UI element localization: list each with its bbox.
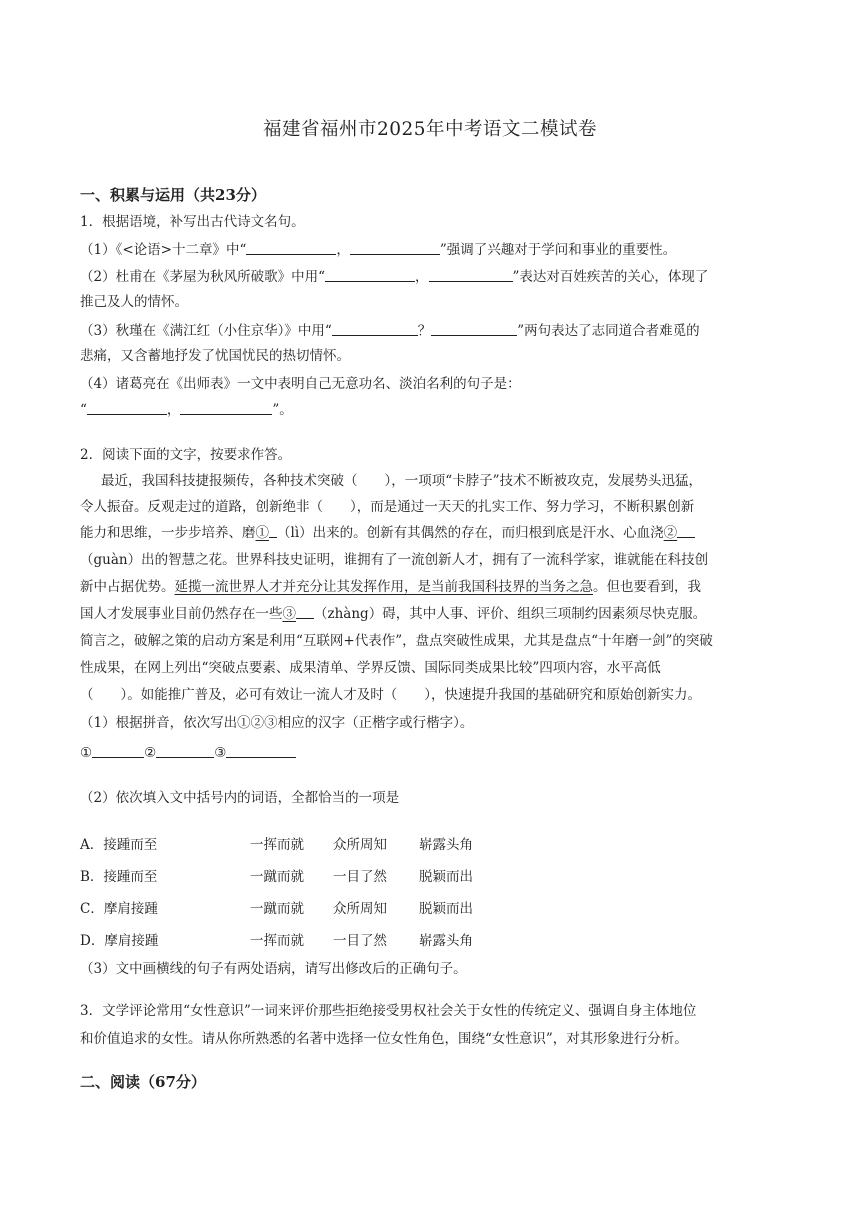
answer-blank[interactable]: [92, 743, 144, 758]
passage-line: （guàn）出的智慧之花。世界科技史证明，谁拥有了一流创新人才，拥有了一流科学家，谁就能在科技创: [80, 552, 709, 568]
passage-line: 简言之，破解之策的启动方案是利用“互联网+代表作”，盘点突破性成果，尤其是盘点“十年磨一剑”的突破: [80, 633, 713, 649]
passage-line: 国人才发展事业目前仍然存在一些③ （zhàng）碍，其中人事、评价、组织三项制约因素须尽快克服。: [80, 606, 707, 622]
marker-2: ②: [663, 525, 678, 541]
question-1-part-2-cont: 推己及人的情怀。: [80, 294, 188, 310]
answer-blank[interactable]: [226, 743, 296, 758]
answer-blank[interactable]: [87, 400, 167, 415]
answer-blank[interactable]: [246, 240, 336, 255]
question-1-part-3-cont: 悲痛，又含蓄地抒发了忧国忧民的热切情怀。: [80, 348, 350, 364]
section-heading-2: 二、阅读（67分）: [80, 1073, 206, 1091]
answer-blank[interactable]: [325, 267, 415, 282]
question-2-stem: 2．阅读下面的文字，按要求作答。: [80, 447, 292, 463]
answer-blank[interactable]: [350, 240, 440, 255]
question-1-part-2: （2）杜甫在《茅屋为秋风所破歌》中用“ ， ”表达对百姓疾苦的关心，体现了: [80, 269, 709, 285]
question-2-sub-1: （1）根据拼音，依次写出①②③相应的汉字（正楷字或行楷字）。: [80, 715, 474, 731]
question-1-part-1: （1）《<论语>十二章》中“ ， ”强调了兴趣对于学问和事业的重要性。: [80, 242, 677, 258]
question-2-sub-2: （2）依次填入文中括号内的词语，全都恰当的一项是: [80, 790, 400, 806]
page-title: 福建省福州市2025年中考语文二模试卷: [262, 119, 598, 140]
option-a[interactable]: A．接踵而至 一挥而就 众所周知 崭露头角: [80, 837, 473, 853]
underlined-sentence: 延揽一流世界人才并充分让其发挥作用，是当前我国科技界的当务之急: [174, 579, 593, 595]
marker-3: ③: [282, 606, 296, 622]
question-3-line: 3．文学评论常用“女性意识”一词来评价那些拒绝接受男权社会关于女性的传统定义、强调自身主体地位: [80, 1003, 697, 1019]
question-1-stem: 1．根据语境，补写出古代诗文名句。: [80, 214, 305, 230]
question-1-part-4: （4）诸葛亮在《出师表》一文中表明自己无意功名、淡泊名利的句子是：: [80, 376, 521, 392]
passage-line: （ ）。如能推广普及，必可有效让一流人才及时（ ），快速提升我国的基础研究和原始创新实力。: [80, 687, 701, 703]
section-heading-1: 一、积累与运用（共23分）: [80, 186, 266, 204]
question-1-part-4-cont: “ ， ”。: [80, 402, 293, 418]
option-d[interactable]: D．摩肩接踵 一挥而就 一目了然 崭露头角: [80, 933, 473, 949]
option-c[interactable]: C．摩肩接踵 一蹴而就 众所周知 脱颖而出: [80, 901, 473, 917]
passage-line: 能力和思维，一步步培养、磨① （lì）出来的。创新有其偶然的存在，而归根到底是汗水、心血浇②: [80, 523, 695, 543]
passage-line: 性成果，在网上列出“突破点要素、成果清单、学界反馈、国际同类成果比较”四项内容，水平高低: [80, 660, 661, 676]
question-2-sub-3: （3）文中画横线的句子有两处语病，请写出修改后的正确句子。: [80, 961, 467, 977]
passage-line: 最近，我国科技捷报频传，各种技术突破（ ），一项项“卡脖子”技术不断被攻克，发展势头迅猛，: [101, 473, 703, 489]
answer-blank[interactable]: [156, 743, 214, 758]
option-b[interactable]: B．接踵而至 一蹴而就 一目了然 脱颖而出: [80, 869, 473, 885]
question-1-part-3: （3）秋瑾在《满江红（小住京华）》中用“ ？ ”两句表达了志同道合者难觅的: [80, 323, 700, 339]
answer-blank[interactable]: [431, 321, 517, 336]
passage-line: 令人振奋。反观走过的道路，创新绝非（ ），而是通过一天天的扎实工作、努力学习，不断积累创新: [80, 499, 695, 515]
answer-blank[interactable]: [332, 321, 418, 336]
marker-1: ①: [255, 525, 269, 541]
passage-line: 新中占据优势。延揽一流世界人才并充分让其发挥作用，是当前我国科技界的当务之急。但也要看到，我: [80, 579, 701, 595]
question-3-line: 和价值追求的女性。请从你所熟悉的名著中选择一位女性角色，围绕“女性意识”，对其形象进行分析。: [80, 1031, 688, 1047]
question-2-sub-1-answers: ① ② ③: [80, 743, 296, 763]
answer-blank[interactable]: [180, 400, 272, 415]
answer-blank[interactable]: [429, 267, 513, 282]
